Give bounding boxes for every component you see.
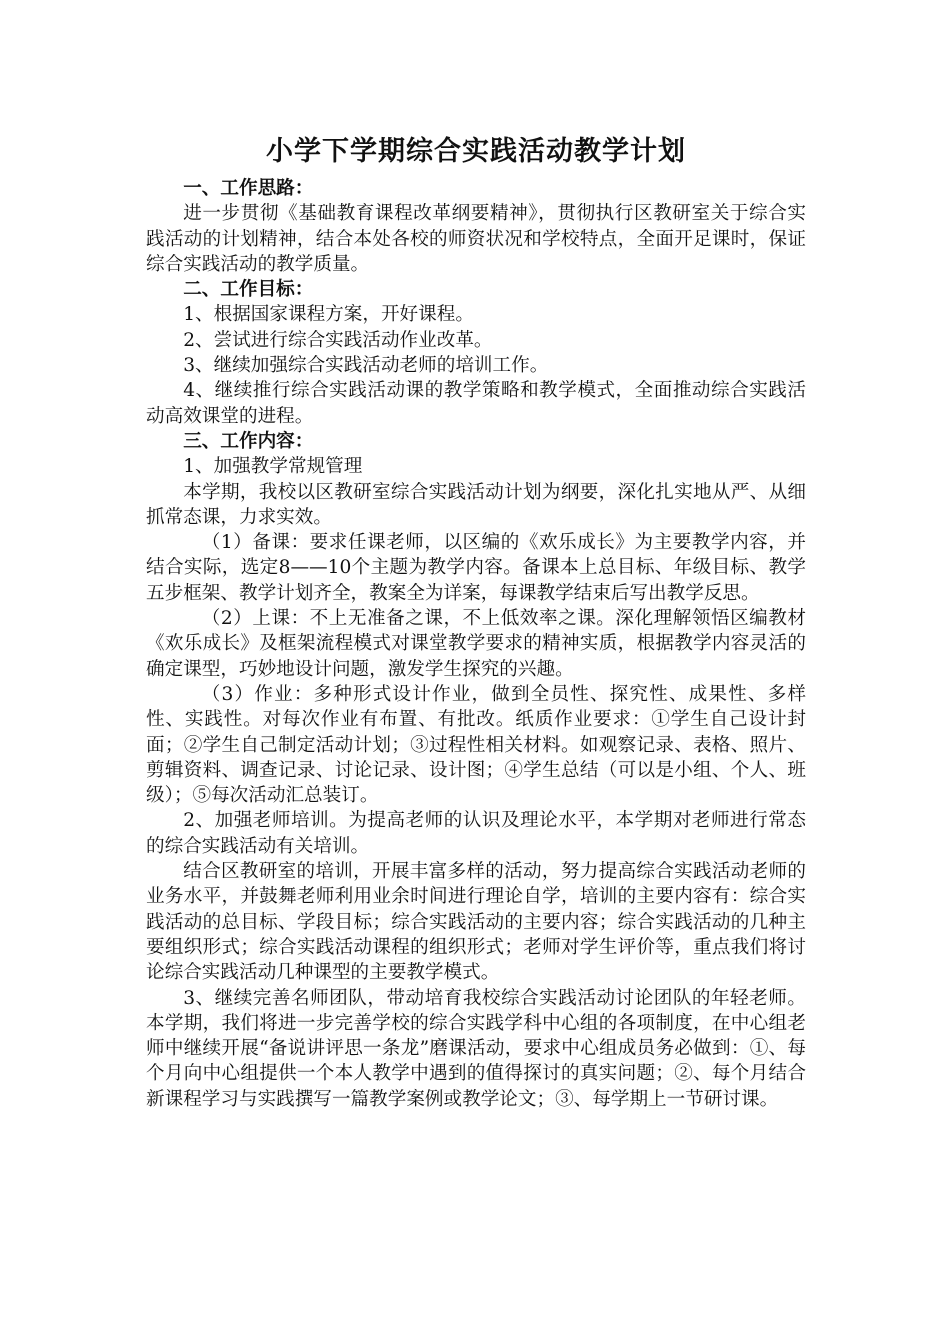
goal-item-2: 2、尝试进行综合实践活动作业改革。 xyxy=(183,329,493,351)
goal-item-1: 1、根据国家课程方案，开好课程。 xyxy=(183,304,474,326)
goal-item-3: 3、继续加强综合实践活动老师的培训工作。 xyxy=(183,355,549,377)
section-heading-content: 三、工作内容： xyxy=(183,430,314,452)
content-subitem-lesson-prep: （1）备课：要求任课老师，以区编的《欢乐成长》为主要教学内容，并结合实际，选定8——10个主题为教学内容。备课本上总目标、年级目标、教学五步框架、教学计划齐全，教案全为详案，每课教学结束后写出教学反思。 xyxy=(146,532,806,604)
document-title: 小学下学期综合实践活动教学计划 xyxy=(266,136,686,167)
content-item-2: 2、加强老师培训。为提高老师的认识及理论水平，本学期对老师进行常态的综合实践活动有关培训。 xyxy=(146,810,806,857)
content-subitem-homework: （3）作业：多种形式设计作业，做到全员性、探究性、成果性、多样性、实践性。对每次作业有布置、有批改。纸质作业要求：①学生自己设计封面；②学生自己制定活动计划；③过程性相关材料。如观察记录、表格、照片、剪辑资料、调查记录、讨论记录、设计图；④学生总结（可以是小组、个人、班级）；⑤每次活动汇总装订。 xyxy=(146,683,806,807)
section-heading-goals: 二、工作目标： xyxy=(183,279,314,301)
paragraph-thinking: 进一步贯彻《基础教育课程改革纲要精神》，贯彻执行区教研室关于综合实践活动的计划精神，结合本处各校的师资状况和学校特点，全面开足课时，保证综合实践活动的教学质量。 xyxy=(146,203,806,275)
document-body xyxy=(146,176,806,1112)
content-item-3: 3、继续完善名师团队，带动培育我校综合实践活动讨论团队的年轻老师。本学期，我们将进一步完善学校的综合实践学科中心组的各项制度，在中心组老师中继续开展“备说讲评思一条龙”磨课活动，要求中心组成员务必做到：①、每个月向中心组提供一个本人教学中遇到的值得探讨的真实问题；②、每个月结合新课程学习与实践撰写一篇教学案例或教学论文；③、每学期上一节研讨课。 xyxy=(146,987,806,1110)
content-subitem-teaching: （2）上课：不上无准备之课，不上低效率之课。深化理解领悟区编教材《欢乐成长》及框架流程模式对课堂教学要求的精神实质，根据教学内容灵活的确定课型，巧妙地设计问题，激发学生探究的兴趣。 xyxy=(146,608,806,680)
goal-item-4: 4、继续推行综合实践活动课的教学策略和教学模式，全面推动综合实践活动高效课堂的进程。 xyxy=(146,380,806,427)
content-item-1-title: 1、加强教学常规管理 xyxy=(183,456,363,478)
content-item-1-intro: 本学期，我校以区教研室综合实践活动计划为纲要，深化扎实地从严、从细抓常态课，力求实效。 xyxy=(146,481,806,528)
section-heading-thinking: 一、工作思路： xyxy=(183,178,314,199)
document-page xyxy=(146,128,806,1112)
content-item-2-detail: 结合区教研室的培训，开展丰富多样的活动，努力提高综合实践活动老师的业务水平，并鼓舞老师利用业余时间进行理论自学，培训的主要内容有：综合实践活动的总目标、学段目标；综合实践活动的主要内容；综合实践活动的几种主要组织形式；综合实践活动课程的组织形式；老师对学生评价等，重点我们将讨论综合实践活动几种课型的主要教学模式。 xyxy=(146,861,806,984)
